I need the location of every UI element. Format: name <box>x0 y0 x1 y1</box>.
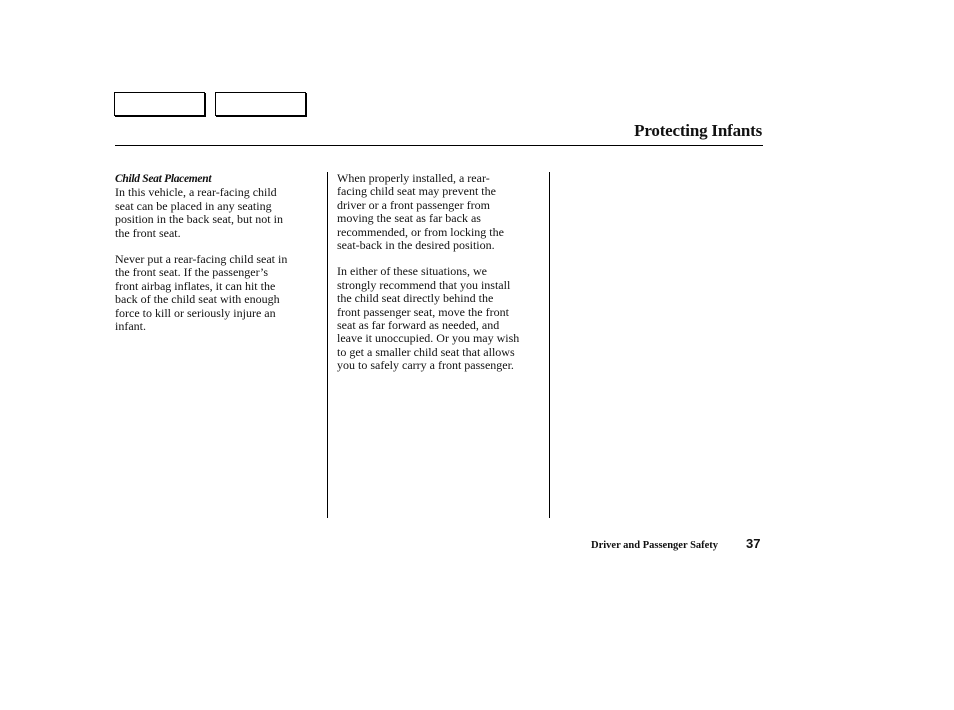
page-title: Protecting Infants <box>634 121 762 140</box>
text-line: the front seat. <box>115 225 181 240</box>
text-column-2 <box>337 172 543 386</box>
text-line: seat as far forward as needed, and <box>337 318 500 333</box>
text-line: leave it unoccupied. Or you may wish <box>337 331 520 346</box>
text-line: In this vehicle, a rear-facing child <box>115 185 277 200</box>
text-line: seat can be placed in any seating <box>115 198 272 213</box>
text-line: position in the back seat, but not in <box>115 212 283 227</box>
text-line: to get a smaller child seat that allows <box>337 344 515 359</box>
text-line: the child seat directly behind the <box>337 291 494 306</box>
text-line: front passenger seat, move the front <box>337 304 509 319</box>
paragraph <box>115 253 317 333</box>
text-line: moving the seat as far back as <box>337 211 481 226</box>
text-line: Never put a rear-facing child seat in <box>115 252 288 267</box>
text-line: the front seat. If the passenger’s <box>115 265 269 280</box>
title-divider <box>115 145 763 146</box>
column-divider-left <box>327 172 328 518</box>
column-divider-right <box>549 172 550 518</box>
paragraph <box>337 265 543 372</box>
paragraph <box>115 186 317 240</box>
text-line: strongly recommend that you install <box>337 277 511 292</box>
text-line: In either of these situations, we <box>337 264 487 279</box>
text-line: driver or a front passenger from <box>337 197 490 212</box>
text-line: back of the child seat with enough <box>115 292 280 307</box>
text-line: recommended, or from locking the <box>337 224 504 239</box>
text-column-1 <box>115 172 317 346</box>
text-line: force to kill or seriously injure an <box>115 305 276 320</box>
section-heading: Child Seat Placement <box>115 173 212 185</box>
text-line: infant. <box>115 319 146 334</box>
text-line: seat-back in the desired position. <box>337 238 495 253</box>
page-number: 37 <box>746 536 761 551</box>
text-line: When properly installed, a rear- <box>337 171 490 185</box>
nav-box-previous[interactable] <box>114 92 205 116</box>
text-line: you to safely carry a front passenger. <box>337 358 514 373</box>
paragraph <box>337 172 543 252</box>
nav-box-next[interactable] <box>215 92 306 116</box>
text-line: front airbag inflates, it can hit the <box>115 278 276 293</box>
footer-section-name: Driver and Passenger Safety <box>591 540 719 551</box>
text-line: facing child seat may prevent the <box>337 184 496 199</box>
